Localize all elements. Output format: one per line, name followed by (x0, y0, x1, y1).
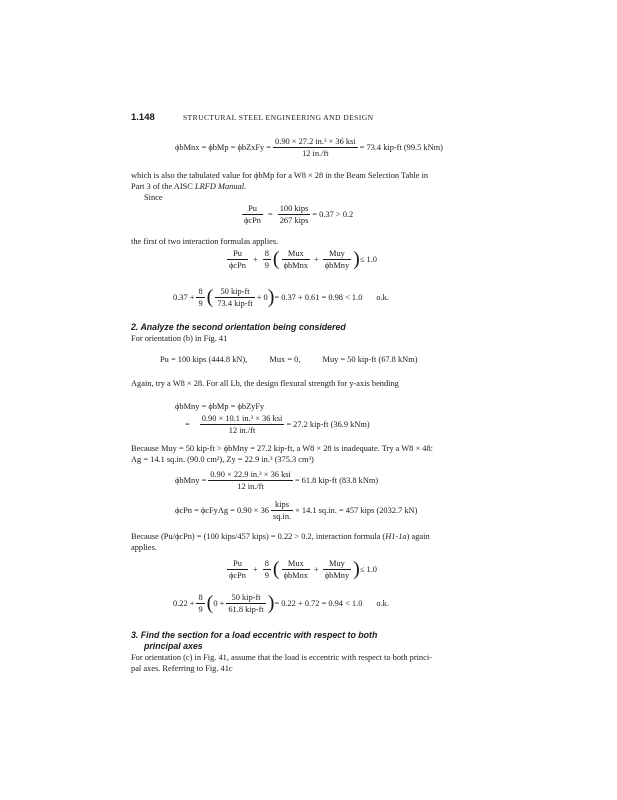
eq8-c-den: ϕbMnx (283, 571, 308, 580)
load-mux: Mux = 0, (269, 355, 301, 364)
eq3-plus-2: + (314, 255, 319, 264)
eq8-d-den: ϕbMny (324, 571, 350, 580)
eq3-a-num: Pu (233, 249, 242, 258)
eq5-den: 12 in./ft (200, 424, 285, 436)
eq6-rhs: = 61.8 kip-ft (83.8 kNm) (294, 476, 379, 485)
eq2-den: 267 kips (279, 216, 309, 225)
eq9-c (226, 592, 265, 615)
equation-design-strength-x (175, 136, 443, 159)
eq3-c-num: Mux (287, 249, 304, 258)
eq2-num: 100 kips (279, 204, 309, 213)
section-3-line1: For orientation (c) in Fig. 41, assume that the load is eccentric with respect to both princi- (131, 653, 432, 662)
eq4-rhs: = 0.37 + 0.61 = 0.98 < 1.0 (274, 293, 363, 302)
eq3-d-den: ϕbMny (324, 261, 350, 270)
eq9-close-paren: ) (267, 592, 275, 614)
section-3-heading-1-text: 3. Find the section for a load eccentric with respect to both (131, 630, 378, 640)
para4-line2: Ag = 14.1 sq.in. (90.0 cm²), Zy = 22.9 in.³ (375.3 cm³) (131, 455, 314, 464)
eq2-lhs-den: ϕcPn (244, 216, 261, 225)
eq9-lhs: 0.22 + (173, 599, 195, 608)
eq4-c-den: 73.4 kip-ft (217, 299, 253, 308)
eq4-lhs: 0.37 + (173, 293, 195, 302)
para1-since: Since (144, 193, 163, 202)
paragraph-interaction-again (131, 531, 430, 553)
eq9-b-num: 8 (198, 593, 203, 602)
section-3-line2: pal axes. Referring to Fig. 41c (131, 664, 233, 673)
eq1-num: 0.90 × 27.2 in.³ × 36 ksi (275, 137, 356, 146)
running-title: STRUCTURAL STEEL ENGINEERING AND DESIGN (182, 113, 374, 122)
page-number: 1.148 (131, 112, 155, 123)
eq5-rhs: = 27.2 kip-ft (36.9 kNm) (286, 420, 370, 429)
para1-line2-text: Part 3 of the AISC (131, 182, 195, 191)
eq7-rhs: × 14.1 sq.in. = 457 kips (2032.7 kN) (295, 506, 418, 515)
eq7-frac (271, 499, 293, 522)
equation-design-strength-y (185, 413, 370, 436)
section-3-heading-2 (131, 641, 432, 652)
eq9-rhs: = 0.22 + 0.72 = 0.94 < 1.0 (274, 599, 363, 608)
paragraph-inadequate (131, 443, 433, 465)
eq3-rhs: ≤ 1.0 (359, 255, 377, 264)
eq3-a (227, 248, 248, 271)
eq6-frac (208, 469, 293, 492)
para5-formula-ref: H1-1a (385, 532, 407, 541)
equation-axial-capacity (175, 499, 417, 522)
equation-interaction-formula-2 (225, 558, 377, 581)
eq4-c-num: 50 kip-ft (220, 287, 250, 296)
eq3-d-num: Muy (329, 249, 345, 258)
eq8-close-paren: ) (353, 558, 360, 580)
eq2-lhs-num: Pu (248, 204, 257, 213)
para5-line2: applies. (131, 543, 157, 552)
eq1-fraction (273, 136, 358, 159)
eq3-b-den: 9 (264, 261, 269, 270)
section-2 (131, 322, 346, 344)
para1-line1: which is also the tabulated value for ϕbMp for a W8 × 28 in the Beam Selection Table in (131, 171, 429, 180)
eq4-c (215, 286, 254, 309)
eq5-frac (200, 413, 285, 436)
equation-w8x48-y-strength (175, 469, 378, 492)
equation-axial-ratio (240, 203, 353, 226)
eq3-c (282, 248, 310, 271)
section-3-heading-1 (131, 630, 432, 641)
eq4-open-paren: ( (206, 286, 214, 308)
equation-interaction-check-2 (173, 592, 389, 615)
eq9-zero: 0 + (213, 599, 225, 608)
para1-line2 (131, 181, 428, 192)
eq2-lhs-frac (242, 203, 263, 226)
eq6-num: 0.90 × 22.9 in.³ × 36 ksi (210, 470, 291, 479)
eq9-c-den: 61.8 kip-ft (228, 605, 264, 614)
eq9-open-paren: ( (206, 592, 214, 614)
eq8-c (282, 558, 310, 581)
eq9-b-den: 9 (198, 605, 203, 614)
eq8-a (227, 558, 248, 581)
eq9-b (196, 592, 204, 615)
eq8-plus: + (252, 565, 258, 574)
eq1-rhs: = 73.4 kip-ft (99.5 kNm) (359, 143, 443, 152)
eq8-open-paren: ( (272, 558, 280, 580)
eq1-den: 12 in./ft (273, 147, 358, 159)
equation-interaction-formula-1 (225, 248, 377, 271)
eq3-a-den: ϕcPn (229, 261, 246, 270)
eq7-num: kips (275, 500, 290, 509)
eq8-d (323, 558, 351, 581)
eq1-lhs: ϕbMnx = ϕbMp = ϕbZxFy = (175, 143, 272, 152)
running-header (131, 112, 373, 123)
paragraph-interaction-applies: the first of two interaction formulas applies. (131, 237, 279, 246)
paragraph-try-w8x28: Again, try a W8 × 28. For all Lb, the design flexural strength for y-axis bending (131, 379, 399, 388)
para5-line1-a: Because (Pu/ϕcPn) = (100 kips/457 kips) = 0.22 > 0.2, interaction formula ( (131, 532, 386, 541)
eq3-b (263, 248, 271, 271)
eq8-rhs: ≤ 1.0 (359, 565, 377, 574)
eq3-b-num: 8 (264, 249, 269, 258)
para4-line1: Because Muy = 50 kip-ft > ϕbMny = 27.2 kip-ft, a W8 × 28 is inadequate. Try a W8 × 48: (131, 444, 433, 453)
para5-line1-c: ) again (406, 532, 430, 541)
eq9-ok: o.k. (376, 599, 389, 608)
section-2-heading (131, 322, 346, 333)
equation-interaction-check-1 (173, 286, 389, 309)
eq8-c-num: Mux (287, 559, 304, 568)
para5-line1 (131, 531, 430, 542)
eq5-equals: = (185, 420, 190, 429)
paragraph-tabulated-value (131, 170, 428, 203)
eq2-frac (278, 203, 311, 226)
eq3-open-paren: ( (272, 248, 280, 270)
eq4-close-paren: ) (267, 286, 275, 308)
eq3-c-den: ϕbMnx (283, 261, 308, 270)
eq6-den: 12 in./ft (208, 480, 293, 492)
eq7-den: sq.in. (272, 512, 292, 521)
section-3-heading-2-text: principal axes (144, 641, 203, 651)
eq8-d-num: Muy (329, 559, 345, 568)
load-muy: Muy = 50 kip-ft (67.8 kNm) (322, 355, 418, 364)
equation-design-strength-y-line1: ϕbMny = ϕbMp = ϕbZyFy (175, 402, 265, 411)
eq3-plus: + (252, 255, 258, 264)
eq8-a-den: ϕcPn (229, 571, 246, 580)
eq8-plus-2: + (314, 565, 319, 574)
eq4-b-num: 8 (198, 287, 203, 296)
load-pu: Pu = 100 kips (444.8 kN), (160, 355, 248, 364)
eq9-c-num: 50 kip-ft (231, 593, 261, 602)
eq4-b-den: 9 (198, 299, 203, 308)
eq8-b-den: 9 (264, 571, 269, 580)
loads-orientation-b (160, 354, 418, 365)
eq4-mid: + 0 (256, 293, 268, 302)
section-2-heading-text: 2. Analyze the second orientation being considered (131, 322, 346, 332)
section-3 (131, 630, 432, 674)
eq5-num: 0.90 × 10.1 in.³ × 36 ksi (201, 414, 283, 423)
eq2-rhs: = 0.37 > 0.2 (312, 210, 354, 219)
eq7-lhs: ϕcPn = ϕcFyAg = 0.90 × 36 (175, 506, 269, 515)
section-2-sub: For orientation (b) in Fig. 41 (131, 334, 228, 343)
eq3-d (323, 248, 351, 271)
eq4-ok: o.k. (376, 293, 389, 302)
eq4-b (196, 286, 204, 309)
eq8-a-num: Pu (233, 559, 242, 568)
eq2-equals: = (267, 210, 273, 219)
eq8-b (263, 558, 271, 581)
eq3-close-paren: ) (353, 248, 360, 270)
eq6-lhs: ϕbMny = (175, 476, 207, 485)
eq8-b-num: 8 (264, 559, 269, 568)
para1-manual-title: LRFD Manual. (194, 182, 247, 191)
